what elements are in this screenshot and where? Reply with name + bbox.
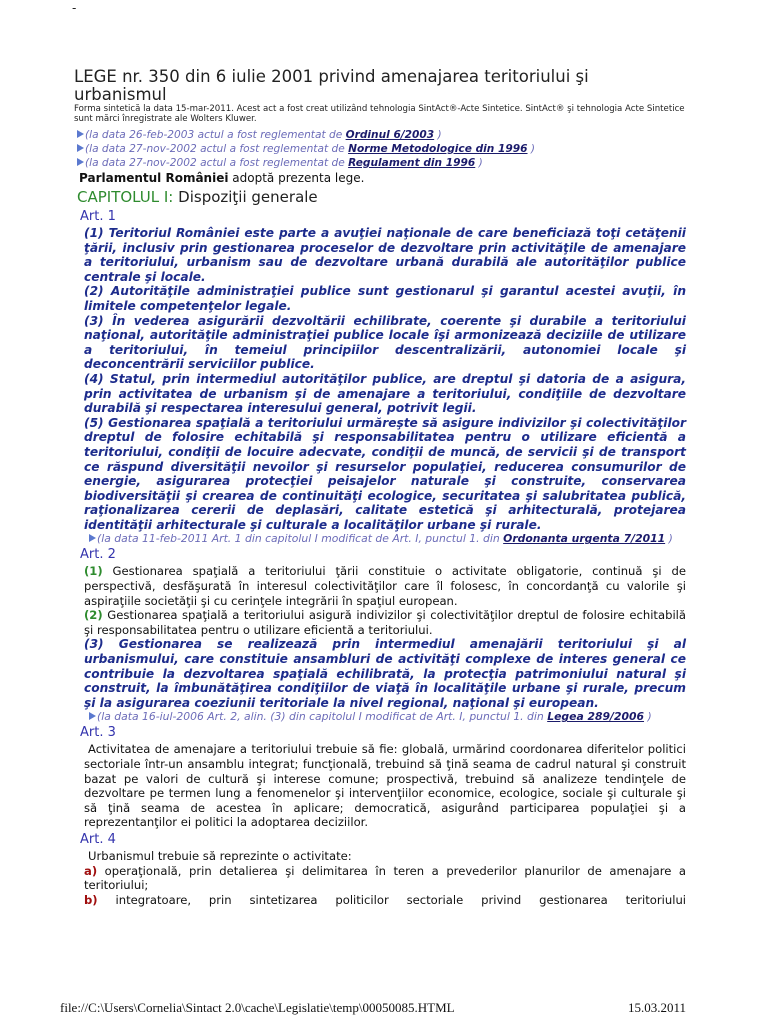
arrow-icon [76,144,84,152]
paragraph-text: Gestionarea se realizează prin intermediul amenajării teritoriului şi al urbanismului, care constituie ansambluri de activităţi complexe de interes general ce contribuie la dezvoltarea spaţială echilibrată, la protecţia patrimoniului natural şi construit, la îmbunătăţirea condiţiilor de viaţă în localităţile urbane şi rurale, precum şi la asigurarea coeziunii teritoriale la nivel regional, naţional şi european. [84,637,686,710]
regulation-link-regulament[interactable]: Regulament din 1996 [348,157,476,169]
amendment-link-legea[interactable]: Legea 289/2006 [547,710,645,724]
arrow-icon [76,130,84,138]
regulation-note [76,156,686,170]
synthetic-form-notice: Forma sintetică la data 15-mar-2011. Acest act a fost creat utilizând tehnologia SintAct®-Acte Sintetice. SintAct® şi tehnologia Acte Sintetice sunt mărci înregistrate ale Wolters Kluwer. [74,104,685,124]
paragraph-number: (4) [84,371,104,386]
paragraph-number: (2) [84,608,103,623]
regulation-note-suffix: ) [478,157,483,169]
amendment-note [88,710,686,723]
article-intro: Urbanismul trebuie să reprezinte o activitate: [88,848,352,863]
article-paragraph [84,226,686,284]
law-title: LEGE nr. 350 din 6 iulie 2001 privind amenajarea teritoriului şi urbanismul [74,67,589,104]
paragraph-number: (5) [84,415,104,430]
regulation-note-suffix: ) [530,143,536,155]
paragraph-number: (2) [84,284,104,299]
amendment-link-ordonanta[interactable]: Ordonanta urgenta 7/2011 [503,532,666,546]
paragraph-text: Statul, prin intermediul autorităţilor publice, are dreptul şi datoria de a asigura, prin activitatea de urbanism şi de amenajare a teritoriului, condiţiile de dezvoltare durabilă şi respectarea interesului general, potrivit legii. [84,371,687,416]
regulation-note-suffix: ) [437,129,442,141]
amendment-note-text: (la data 11-feb-2011 Art. 1 din capitolul I modificat de Art. I, punctul 1. din [97,532,500,546]
list-item [84,893,686,908]
article-heading: Art. 1 [80,209,116,224]
article-paragraph [84,284,686,313]
paragraph-text: Gestionarea spaţială a teritoriului ţării constituie o activitate obligatorie, continuă şi de perspectivă, desfăşurată în interesul colectivităţilor care îl folosesc, în concordanţă cu valorile şi aspiraţiile societăţii şi cu cerinţele integrării în spaţiul european. [84,564,686,608]
regulation-note [76,128,686,142]
print-footer [60,1000,686,1016]
list-item-label: b) [84,892,98,907]
footer-file-path: file://C:\Users\Cornelia\Sintact 2.0\cache\Legislatie\temp\00050085.HTML [60,1000,455,1015]
paragraph-number: (1) [84,564,103,579]
article-paragraph [84,372,686,416]
paragraph-text: Teritoriul României este parte a avuţiei naţionale de care beneficiază toţi cetăţenii ţării, inclusiv prin gestionarea proceselor de dezvoltare prin activităţile de amenajare a teritoriului, urbanism sau de dezvoltare urbană durabilă ale autorităţilor publice centrale şi locale. [84,226,686,284]
regulation-note [76,142,686,156]
list-item-text: integratoare, prin sintetizarea politicilor sectoriale privind gestionarea teritoriului [115,892,687,907]
article-paragraph [84,637,686,710]
article-paragraph: Activitatea de amenajare a teritoriului trebuie să fie: globală, urmărind coordonarea diferitelor politici sectoriale într-un ansamblu integrat; funcţională, trebuind să ţină seama de cadrul natural şi construit bazat pe valori de cultură şi interese comune; prospectivă, trebuind să analizeze tendinţele de dezvoltare pe termen lung a fenomenelor şi intervenţiilor economice, ecologice, sociale şi culturale şi să ţină seama de acestea în aplicare; democratică, asigurând participarea populaţiei şi a reprezentanţilor ei politici la adoptarea deciziilor. [84,742,686,830]
arrow-icon [88,534,96,542]
article-heading: Art. 3 [80,725,116,741]
document-content [74,68,686,907]
amendment-note-suffix: ) [647,710,652,724]
paragraph-text: În vederea asigurării dezvoltării echilibrate, coerente şi durabile a teritoriului naţional, autorităţile administraţiei publice locale îşi armonizează deciziile de utilizare a teritoriului, în temeiul principiilor descentralizării, autonomiei locale şi deconcentrării serviciilor publice. [84,313,686,372]
regulation-link-ordinul[interactable]: Ordinul 6/2003 [345,129,435,141]
amendment-note-suffix: ) [668,532,673,546]
preamble-issuer: Parlamentul României [79,171,229,185]
paragraph-number: (3) [84,313,104,328]
chapter-title: Dispoziţii generale [178,188,318,206]
list-item [84,864,686,893]
regulation-list [76,128,686,170]
list-item-label: a) [84,863,98,878]
regulation-note-text: (la data 26-feb-2003 actul a fost reglementat de [85,129,343,141]
regulation-link-norme[interactable]: Norme Metodologice din 1996 [348,143,528,155]
article-paragraph [84,416,686,533]
regulation-note-text: (la data 27-nov-2002 actul a fost reglementat de [85,143,345,155]
article-paragraph [84,314,686,372]
amendment-note [88,532,686,545]
regulation-note-text: (la data 27-nov-2002 actul a fost reglementat de [85,157,345,169]
chapter-heading [77,187,686,207]
paragraph-number: (3) [84,637,104,652]
paragraph-text: Gestionarea spaţială a teritoriului asigură indivizilor şi colectivităţilor dreptul de folosire echitabilă şi responsabilitatea pentru o utilizare eficientă a teritoriului. [84,608,686,637]
preamble-text: adoptă prezenta lege. [232,171,365,185]
list-item-text: operaţională, prin detalierea şi delimitarea în teren a prevederilor planurilor de amenajare a teritoriului; [84,863,687,893]
paragraph-text: Autorităţile administraţiei publice sunt gestionarul şi garantul acestei avuţii, în limitele competenţelor legale. [84,284,686,313]
arrow-icon [76,158,84,166]
page-top-marker: - [72,1,77,15]
article-paragraph [84,608,686,637]
chapter-label: CAPITOLUL I: [77,188,174,206]
article-paragraph [84,564,686,608]
paragraph-text: Gestionarea spaţială a teritoriului urmăreşte să asigure indivizilor şi colectivităţilor dreptul de folosire echitabilă şi responsabilitatea pentru o utilizare eficientă a teritoriului, condiţii de locuire adecvate, condiţii de muncă, de servicii şi de transport ce răspund diversităţii nevoilor şi resurselor populaţiei, reducerea consumurilor de energie, asigurarea protecţiei peisajelor naturale şi construite, conservarea biodiversităţii şi crearea de continuităţi ecologice, securitatea şi salubritatea publică, raţionalizarea cererii de deplasări, calitate estetică şi arhitecturală, protejarea identităţii arhitecturale şi culturale a localităţilor urbane şi rurale. [84,415,687,532]
preamble [79,171,686,185]
footer-date: 15.03.2011 [627,1000,686,1015]
paragraph-number: (1) [84,226,104,240]
arrow-icon [88,712,96,720]
amendment-note-text: (la data 16-iul-2006 Art. 2, alin. (3) din capitolul I modificat de Art. I, punctul 1. din [97,710,544,724]
article-heading: Art. 4 [80,831,116,847]
article-heading: Art. 2 [80,547,116,563]
